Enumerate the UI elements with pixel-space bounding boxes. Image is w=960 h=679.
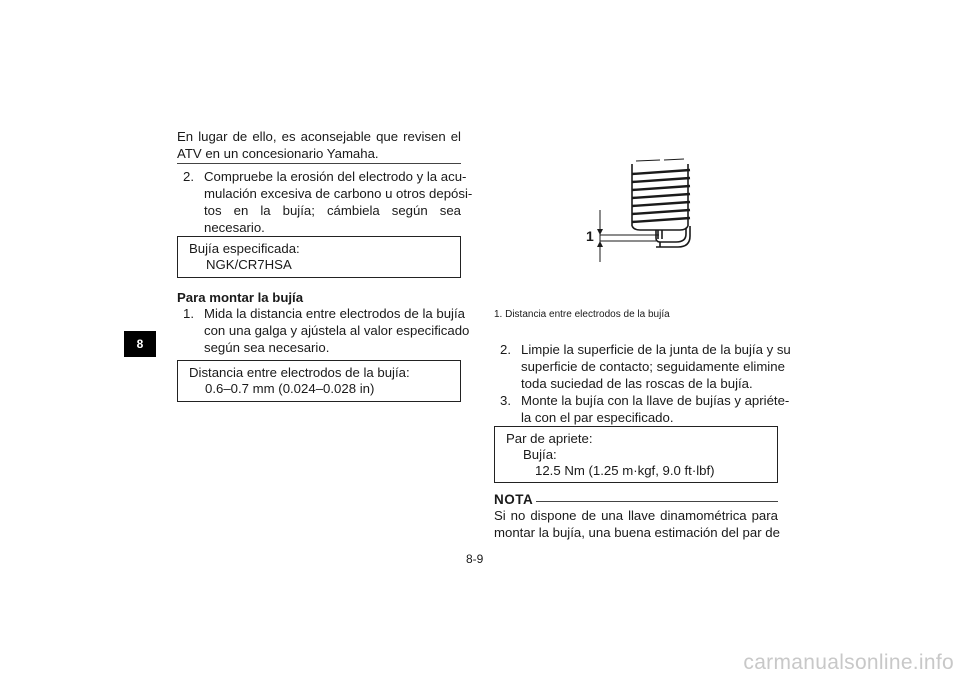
step-line: Limpie la superficie de la junta de la bujía y su — [521, 342, 791, 357]
section-tab: 8 — [124, 331, 156, 357]
step-number: 3. — [500, 393, 511, 408]
figure-caption: 1. Distancia entre electrodos de la bujía — [494, 309, 670, 320]
step-line: tos en la bujía; cámbiela según sea — [204, 203, 461, 218]
note-line: montar la bujía, una buena estimación del par de — [494, 525, 780, 540]
spark-plug-gap-figure — [560, 150, 710, 270]
step-number: 2. — [500, 342, 511, 357]
spec-box-spark-plug — [177, 236, 461, 278]
note-paragraph — [494, 507, 778, 541]
step-line: toda suciedad de las roscas de la bujía. — [521, 376, 753, 391]
note-rule — [536, 501, 778, 502]
step-number: 2. — [183, 169, 194, 184]
intro-paragraph — [177, 128, 461, 162]
spec-label: Par de apriete: — [506, 431, 593, 446]
spec-value: NGK/CR7HSA — [206, 257, 292, 272]
spec-value: 0.6–0.7 mm (0.024–0.028 in) — [205, 381, 375, 396]
step-line: mulación excesiva de carbono u otros depósi- — [204, 186, 473, 201]
note-heading: NOTA — [494, 492, 534, 507]
figure-callout: 1 — [586, 228, 594, 244]
step-3-right — [500, 392, 790, 426]
step-line: Monte la bujía con la llave de bujías y apriéte- — [521, 393, 790, 408]
spec-label: Distancia entre electrodos de la bujía: — [189, 365, 410, 380]
intro-line: En lugar de ello, es aconsejable que revisen el — [177, 129, 461, 144]
section-divider — [177, 163, 461, 164]
spec-value: 12.5 Nm (1.25 m·kgf, 9.0 ft·lbf) — [535, 463, 715, 478]
spec-box-electrode-gap — [177, 360, 461, 402]
step-line: necesario. — [204, 220, 265, 235]
note-line: Si no dispone de una llave dinamométrica para — [494, 508, 778, 523]
step-line: según sea necesario. — [204, 340, 330, 355]
section-heading: Para montar la bujía — [177, 290, 304, 305]
page-number: 8-9 — [466, 552, 484, 566]
spec-box-torque — [494, 426, 778, 483]
step-line: con una galga y ajústela al valor especificado — [204, 323, 470, 338]
step-line: Compruebe la erosión del electrodo y la acu- — [204, 169, 467, 184]
step-1-left — [183, 305, 470, 356]
step-line: superficie de contacto; seguidamente elimine — [521, 359, 785, 374]
intro-line: ATV en un concesionario Yamaha. — [177, 146, 379, 161]
step-number: 1. — [183, 306, 194, 321]
spec-label: Bujía especificada: — [189, 241, 300, 256]
step-line: la con el par especificado. — [521, 410, 674, 425]
spec-sublabel: Bujía: — [523, 447, 557, 462]
step-line: Mida la distancia entre electrodos de la bujía — [204, 306, 465, 321]
step-2-left — [183, 168, 473, 236]
step-2-right — [500, 341, 791, 392]
watermark: carmanualsonline.info — [743, 651, 954, 674]
